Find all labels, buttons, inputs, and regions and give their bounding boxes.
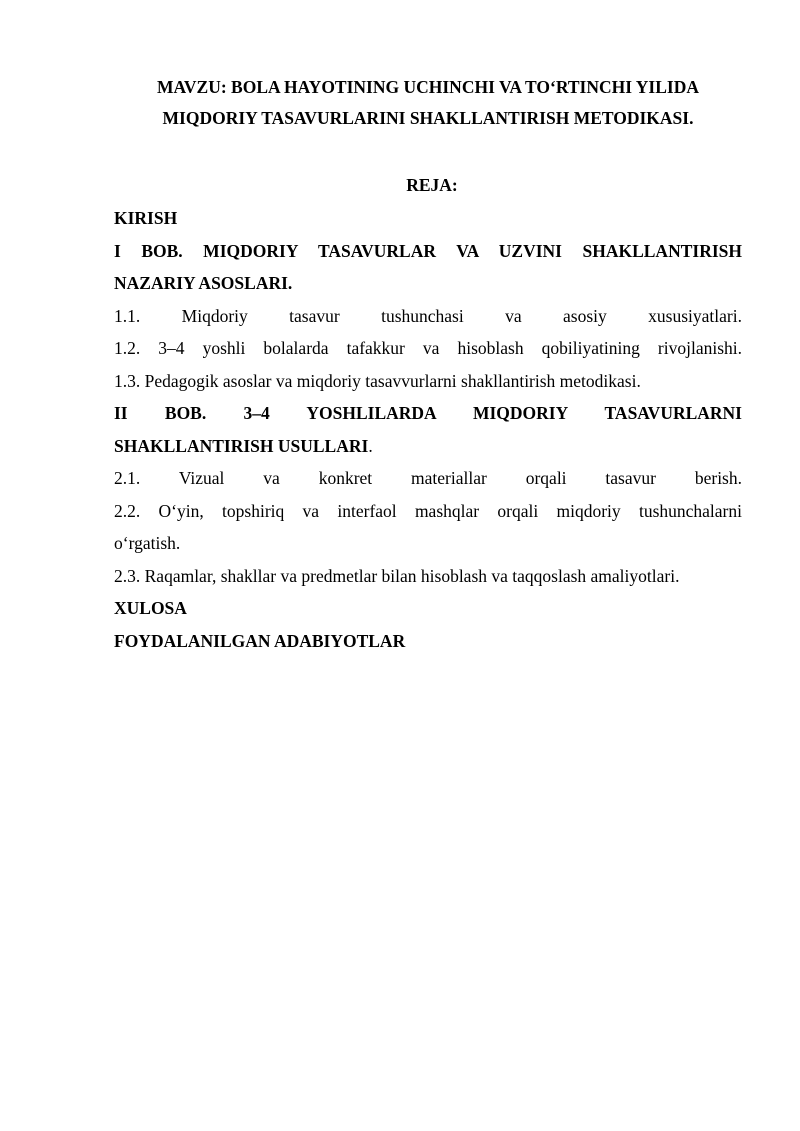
section-conclusion: XULOSA <box>114 598 187 618</box>
chapter-1-title-line-2: NAZARIY ASOSLARI. <box>114 273 293 293</box>
document-title-line-2: MIQDORIY TASAVURLARINI SHAKLLANTIRISH METODIKASI. <box>162 108 694 128</box>
plan-heading: REJA: <box>406 175 458 195</box>
document-title-line-1: MAVZU: BOLA HAYOTINING UCHINCHI VA TO‘RTINCHI YILIDA <box>156 77 699 97</box>
section-introduction: KIRISH <box>114 208 178 228</box>
toc-item-1-2: 1.2. 3–4 yoshli bolalarda tafakkur va hisoblash qobiliyatining rivojlanishi. <box>114 338 742 358</box>
toc-item-2-2-line-2: o‘rgatish. <box>114 533 181 553</box>
toc-item-2-2-line-1: 2.2. O‘yin, topshiriq va interfaol mashqlar orqali miqdoriy tushunchalarni <box>114 500 742 521</box>
toc-item-1-3: 1.3. Pedagogik asoslar va miqdoriy tasavvurlarni shakllantirish metodikasi. <box>114 370 641 391</box>
toc-item-2-3: 2.3. Raqamlar, shakllar va predmetlar bilan hisoblash va taqqoslash amaliyotlari. <box>114 565 680 586</box>
chapter-2-title-line-1: II BOB. 3–4 YOSHLILARDA MIQDORIY TASAVURLARNI <box>114 403 742 423</box>
chapter-2-title-line-2 <box>114 430 742 463</box>
chapter-1-title-line-1: I BOB. MIQDORIY TASAVURLAR VA UZVINI SHAKLLANTIRISH <box>114 240 742 261</box>
document-page <box>114 72 742 657</box>
toc-item-2-1: 2.1. Vizual va konkret materiallar orqali tasavur berish. <box>114 468 742 488</box>
chapter-2-title-period: . <box>368 435 373 456</box>
section-references: FOYDALANILGAN ADABIYOTLAR <box>114 630 406 651</box>
toc-item-1-1: 1.1. Miqdoriy tasavur tushunchasi va asosiy xususiyatlari. <box>114 305 742 326</box>
chapter-2-title-text: SHAKLLANTIRISH USULLARI <box>114 435 369 456</box>
